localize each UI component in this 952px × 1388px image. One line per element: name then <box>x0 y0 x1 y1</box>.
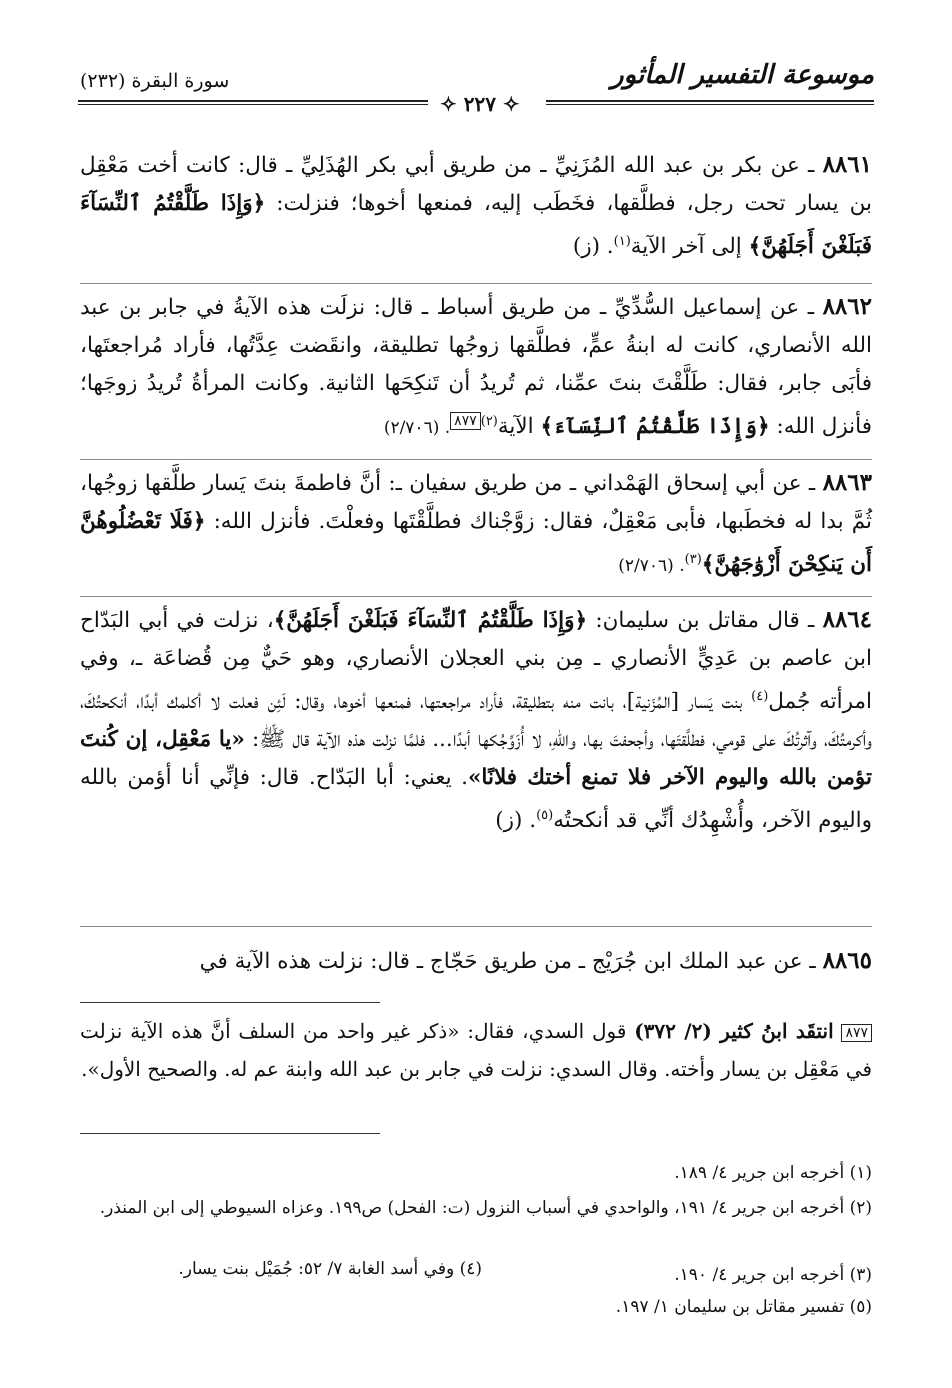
entry-8861 <box>80 146 872 266</box>
entry-text-b: ، نزلت في أبي البَدّاح ابن عاصم بن عَدِيٍّ الأنصاري ـ مِن بني العجلان الأنصاري، وهو حَيٌّ مِن قُضاعَة ـ، وفي امرأته جُمل <box>80 608 872 715</box>
footnote-ref[interactable]: (١) <box>613 234 631 249</box>
footnote-ref[interactable]: (٣) <box>684 552 702 567</box>
commentary-text: قول السدي، فقال: «ذكر غير واحد من السلف أنَّ هذه الآية نزلت في مَعْقِل بن يسار وأخته. وقال السدي: نزلت في جابر بن عبد الله وابنة عم له. والصحيح الأول». <box>80 1019 872 1081</box>
entry-text: ـ عن أبي إسحاق الهَمْداني ـ من طريق سفيان ـ: أنَّ فاطمةَ بنتَ يَسار طلَّقها زوجُها، ثُمَّ بدا له فخطَبها، فأبى مَعْقِلٌ، فقال: زوَّجْناك فطلَّقْتَها وفعلْتَ. فأنزل الله: <box>80 471 873 534</box>
footnote-ref[interactable]: (٤) <box>751 689 769 704</box>
entry-8865 <box>80 942 872 981</box>
entry-number: ٨٨٦٥ <box>822 947 872 974</box>
footnote-4: (٤) وفي أسد الغابة ٧/ ٥٢: جُمَيْل بنت يسار. <box>178 1259 482 1279</box>
entry-tail: إلى آخر الآية <box>630 234 742 260</box>
comment-rule <box>80 1002 380 1003</box>
entry-number: ٨٨٦٢ <box>822 293 872 320</box>
quran-verse: ﴿وَإِذَا طَلَّقْتُمُ ٱلنِّسَآءَ فَبَلَغْنَ أَجَلَهُنَّ﴾ <box>80 191 872 260</box>
footnote-rule <box>80 1133 380 1134</box>
commentary-block <box>80 1012 872 1088</box>
entry-8863 <box>80 464 872 585</box>
entry-divider <box>80 283 872 284</box>
commentary-lead: انتقَد ابنُ كثير (٢/ ٣٧٢) <box>634 1019 834 1043</box>
entry-divider <box>80 926 872 927</box>
footnote-5: (٥) تفسير مقاتل بن سليمان ١/ ١٩٧. <box>615 1297 872 1317</box>
footnote-1: (١) أخرجه ابن جرير ٤/ ١٨٩. <box>674 1163 872 1183</box>
quran-verse: ﴿وَإِذَا طَلَّقْتُمُ ٱلنِّسَآءَ فَبَلَغْنَ أَجَلَهُنَّ﴾ <box>273 608 588 633</box>
entry-text-c: بنت يَسار [المُزَنية]، بانت منه بتطليقة، فأراد مراجعتها، فمنعها أخوها، وقال: لَئِن فعلت لا أكلمك أبدًا، أنكحتُكَ، وأكرمتُكَ، وآثرتُكَ على قومي، فطلَّقتَها، وأجحفتَ بها، واللهِ، لا أُزَوِّجُكها أبدًا... فلمَّا نزلت هذه الآية قال ﷺ: <box>80 689 872 753</box>
source-ref: . (٢/٧٠٦) <box>383 418 451 439</box>
footnote-ref[interactable]: (٥) <box>536 808 554 824</box>
comment-ref-box[interactable]: ٨٧٧ <box>450 412 481 430</box>
hadith-quote: «يا مَعْقِل، إن كُنتَ تؤمن بالله واليوم الآخر فلا تمنع أختك فلانًا» <box>80 727 872 791</box>
comment-ref-box: ٨٧٧ <box>841 1024 872 1042</box>
ornament-icon: ✧ <box>495 92 520 116</box>
entry-text: ـ عن بكر بن عبد الله المُزَنِيِّ ـ من طريق أبي بكر الهُذَلِيِّ ـ قال: كانت أخت مَعْقِل بن يسار تحت رجل، فطلَّقها، فخَطَب إليه، فمنعها أخوها؛ فنزلت: <box>80 153 872 216</box>
entry-text-d: . يعني: أبا البَدّاح. قال: فإنِّي أنا أؤمن بالله واليوم الآخر، وأُشْهِدُك أنِّي قد أنكحتُه <box>80 765 872 834</box>
entry-text: ـ عن عبد الملك ابن جُرَيْج ـ من طريق حَجّاج ـ قال: نزلت هذه الآية في <box>199 949 816 974</box>
source-ref: . (ز) <box>495 808 537 834</box>
quran-verse: ﴿وَإِذَا طَلَّقْتُمُ ٱلنِّسَآءَ﴾ <box>540 414 770 440</box>
source-ref: . (٢/٧٠٦) <box>618 556 685 577</box>
surah-title: سورة البقرة (٢٣٢) <box>80 70 230 92</box>
entry-divider <box>80 596 872 597</box>
entry-tail: الآية <box>497 414 534 440</box>
footnote-3: (٣) أخرجه ابن جرير ٤/ ١٩٠. <box>674 1265 872 1285</box>
ornament-icon: ✧ <box>440 92 464 116</box>
entry-number: ٨٨٦٤ <box>822 606 873 633</box>
entry-text: ـ عن إسماعيل السُّدِّيِّ ـ من طريق أسباط ـ قال: نزلَت هذه الآيةُ في جابر بن عبد الله الأنصاري، كانت له ابنةُ عمٍّ، فطلَّقها زوجُها تطليقة، وانقَضت عِدَّتُها، فأراد مُراجعتَها، فأبَى جابر، فقال: طَلَّقْتَ بنتَ عمِّنا، ثم تُريدُ أن تَنكِحَها الثانية. وكانت المرأةُ تُريدُ زوجَها؛ فأنزل الله: <box>80 295 872 440</box>
footnote-ref[interactable]: (٢) <box>480 414 498 429</box>
entry-number: ٨٨٦١ <box>822 151 872 178</box>
entry-8864 <box>80 601 872 840</box>
entry-number: ٨٨٦٣ <box>822 469 872 496</box>
entry-8862 <box>80 288 872 447</box>
footnote-2: (٢) أخرجه ابن جرير ٤/ ١٩١، والواحدي في أسباب النزول (ت: الفحل) ص١٩٩. وعزاه السيوطي إلى ابن المنذر. <box>99 1198 872 1218</box>
entry-divider <box>80 459 872 460</box>
book-title: موسوعة التفسير المأثور <box>611 60 874 90</box>
source-ref: . (ز) <box>572 234 614 260</box>
page-number: ✧ ٢٢٧ ✧ <box>440 92 520 116</box>
quran-verse: ﴿فَلَا تَعْضُلُوهُنَّ أَن يَنكِحْنَ أَزْوَٰجَهُنَّ﴾ <box>80 509 872 578</box>
entry-text-a: ـ قال مقاتل بن سليمان: <box>595 608 815 633</box>
